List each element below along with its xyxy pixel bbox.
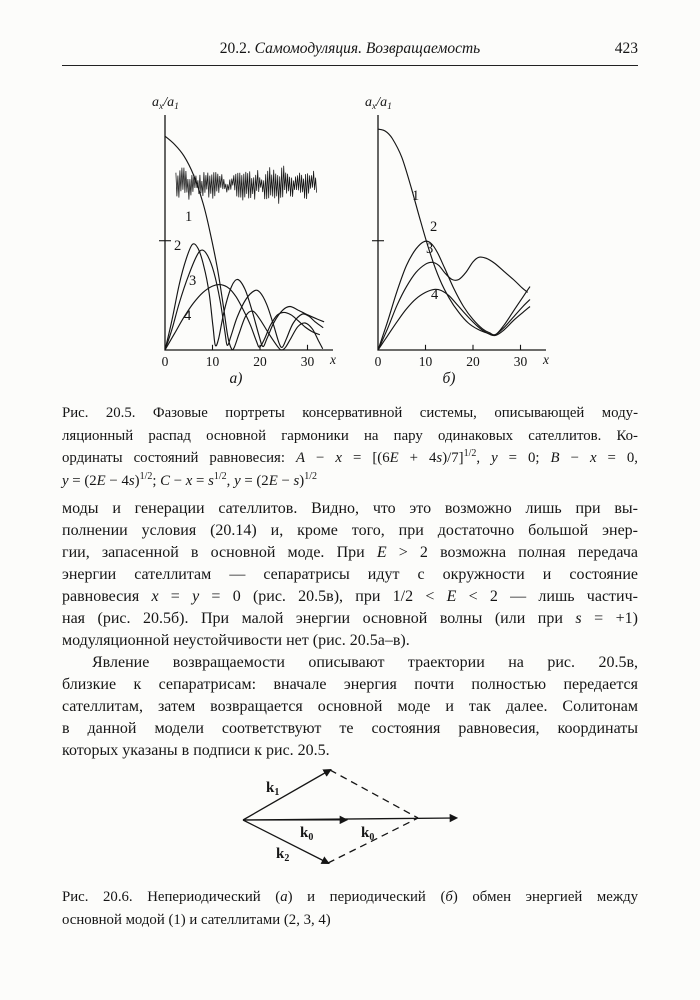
curve-2: [378, 241, 530, 350]
curve-3: [165, 250, 323, 350]
text-line: ординаты состояний равновесия: $A - x = [(6E + 4s)/7]^{1/2}$, y = 0; B − x = 0,: [62, 448, 638, 466]
x-tick-label: 30: [513, 354, 528, 369]
k1-vector: [243, 770, 330, 820]
curve-label-1: 1: [412, 188, 420, 204]
text-line: которых указаны в подписи к рис. 20.5.: [62, 742, 330, 759]
x-tick-label: 0: [161, 354, 169, 369]
vector-label-2: $k_0$: [361, 825, 375, 843]
text-line: $y = (2E - 4s)^{1/2}$; $C - x = s^{1/2}$, $y = (2E - s)^{1/2}$: [62, 470, 317, 489]
text-line: сателлитам, затем возвращается основной моде и так далее. Солитонам: [62, 698, 638, 715]
curve-label-3: 3: [189, 273, 197, 289]
figure-20-5: [0, 0, 700, 400]
paragraph-2: [62, 652, 638, 762]
dashed-closure-top: [330, 770, 418, 818]
figure-20-5-panel-b: [341, 90, 556, 390]
text-line: ляционный распад основной гармоники на пару одинаковых сателлитов. Ко-: [62, 427, 638, 444]
text-line: основной модой (1) и сателлитами (2, 3, 4): [62, 912, 331, 928]
vector-label-0: $k_1$: [266, 780, 280, 798]
text-line: гии, запасенной в основной моде. При E > 2 возможна полная передача: [62, 544, 639, 561]
curve-2: [165, 244, 324, 350]
text-line: Рис. 20.6. Непериодический (а) и периодический (б) обмен энергией между: [62, 889, 639, 905]
vector-label-3: $k_2$: [276, 846, 290, 864]
vector-label-1: $k_0$: [300, 825, 314, 843]
text-line: полнении условия (20.14) и, кроме того, при достаточно большой энер-: [62, 522, 638, 539]
text-line: Явление возвращаемости описывают траектории на рис. 20.5в,: [92, 654, 638, 671]
text-line: Рис. 20.5. Фазовые портреты консервативной системы, описывающей моду-: [62, 405, 638, 421]
text-line: равновесия x = y = 0 (рис. 20.5в), при 1/2 < E < 2 — лишь частич-: [62, 588, 638, 605]
figure-20-5-panel-a: [128, 90, 343, 390]
x-tick-label: 10: [418, 354, 433, 369]
curve-label-2: 2: [430, 219, 438, 235]
text-line: ная (рис. 20.5б). При малой энергии основной волны (или при s = +1): [62, 610, 639, 627]
curve-label-1: 1: [185, 209, 193, 225]
curve-1: [378, 129, 530, 335]
curve-label-3: 3: [426, 241, 434, 257]
x-tick-label: 20: [253, 354, 267, 369]
x-tick-label: 10: [205, 354, 220, 369]
body-text: [62, 498, 638, 762]
curve-label-4: 4: [184, 308, 192, 324]
section-title: Самомодуляция. Возвращаемость: [254, 40, 481, 57]
x-tick-label: 30: [300, 354, 315, 369]
x-tick-label: 0: [374, 354, 382, 369]
curve-label-2: 2: [174, 238, 182, 254]
x-tick-label: 20: [466, 354, 480, 369]
caption-20-5: [62, 402, 638, 492]
text-line: энергии сателлитам — сепаратрисы идут с окружности и состояние: [62, 566, 638, 583]
x-axis-label: x: [543, 352, 549, 367]
text-line: в данной модели соответствуют те состояния равновесия, координаты: [62, 720, 638, 737]
panel-label: а): [229, 370, 243, 387]
text-line: моды и генерации сателлитов. Видно, что это возможно лишь при вы-: [62, 500, 638, 517]
paragraph-1: [62, 498, 638, 652]
y-axis-label: $a_x/a_1$: [365, 95, 392, 112]
text-line: близкие к сепаратрисам: вначале энергия почти полностью передается: [62, 676, 638, 693]
section-number: 20.2.: [219, 40, 251, 57]
figure-20-6-canvas: [0, 752, 700, 882]
x-axis-label: x: [330, 352, 336, 367]
caption-20-6: [62, 886, 638, 932]
curve-label-4: 4: [431, 287, 439, 303]
text-line: модуляционной неустойчивости нет (рис. 20.5а–в).: [62, 632, 410, 649]
panel-label: б): [442, 370, 456, 387]
y-axis-label: $a_x/a_1$: [152, 95, 179, 112]
page-number: 423: [614, 40, 638, 57]
